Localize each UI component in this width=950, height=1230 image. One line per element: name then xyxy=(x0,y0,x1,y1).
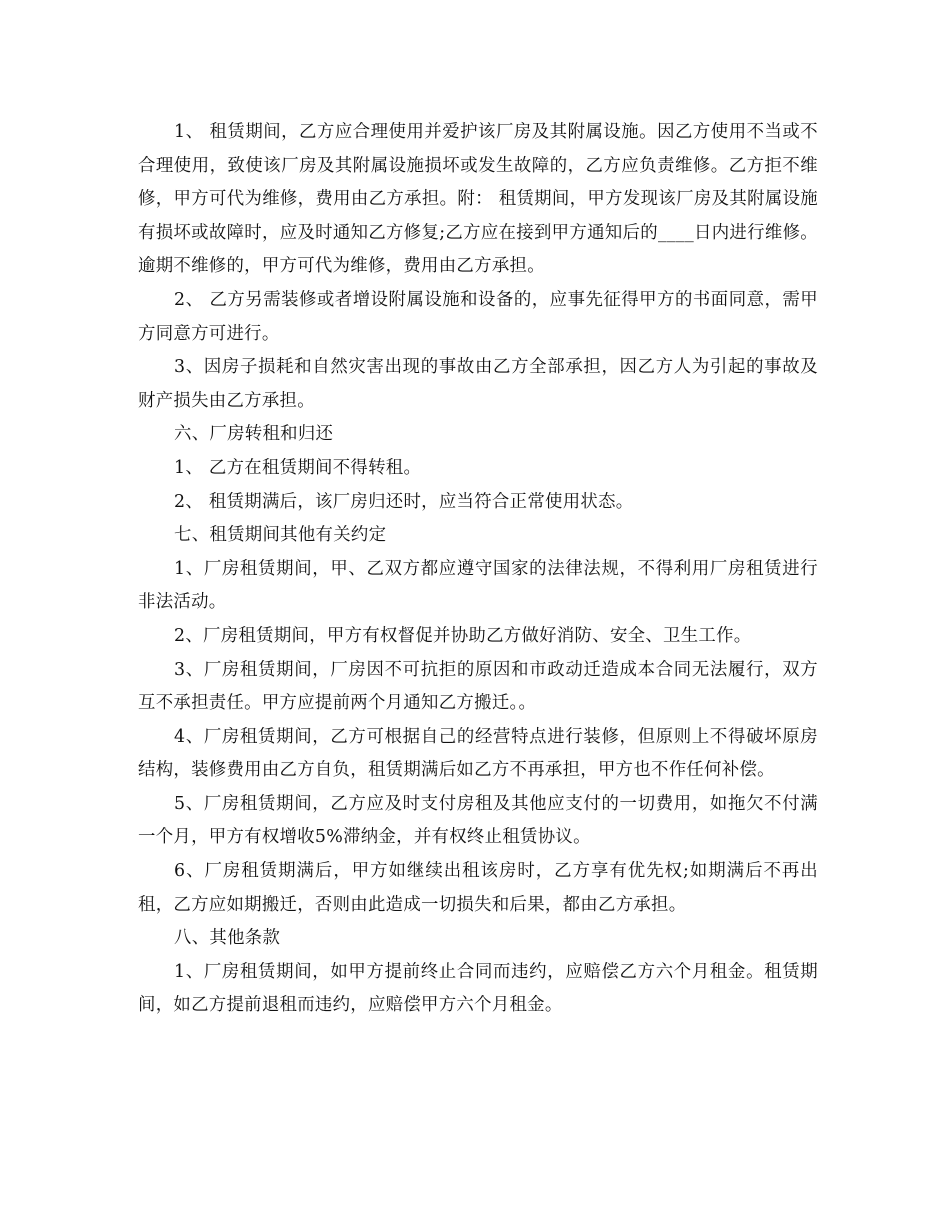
clause-priority-renewal: 6、厂房租赁期满后，甲方如继续出租该房时，乙方享有优先权;如期满后不再出租，乙方应如期搬迁，否则由此造成一切损失和后果，都由乙方承担。 xyxy=(138,861,818,915)
clause-renovation-consent: 2、 乙方另需装修或者增设附属设施和设备的，应事先征得甲方的书面同意，需甲方同意方可进行。 xyxy=(138,289,818,344)
clause-safety-supervision: 2、厂房租赁期间，甲方有权督促并协助乙方做好消防、安全、卫生工作。 xyxy=(174,625,752,646)
clause-early-termination: 1、厂房租赁期间，如甲方提前终止合同而违约，应赔偿乙方六个月租金。租赁期间，如乙方提前退租而违约，应赔偿甲方六个月租金。 xyxy=(138,961,818,1016)
section-heading-other-terms: 八、其他条款 xyxy=(174,928,281,949)
clause-no-sublease: 1、 乙方在租赁期间不得转租。 xyxy=(174,457,422,478)
section-heading-sublease-return: 六、厂房转租和归还 xyxy=(174,424,334,445)
clause-accident-liability: 3、因房子损耗和自然灾害出现的事故由乙方全部承担，因乙方人为引起的事故及财产损失由乙方承担。 xyxy=(138,357,818,411)
clause-decoration: 4、厂房租赁期间，乙方可根据自己的经营特点进行装修，但原则上不得破坏原房结构，装修费用由乙方自负，租赁期满后如乙方不再承担，甲方也不作任何补偿。 xyxy=(138,726,818,781)
clause-repair-responsibility: 1、 租赁期间，乙方应合理使用并爱护该厂房及其附属设施。因乙方使用不当或不合理使用，致使该厂房及其附属设施损坏或发生故障的，乙方应负责维修。乙方拒不维修，甲方可代为维修，费用由乙方承担。附： 租赁期间，甲方发现该厂房及其附属设施有损坏或故障时，应及时通知乙方修复;乙方应在接到甲方通知后的____日内进行维修。逾期不维修的，甲方可代为维修，费用由乙方承担。 xyxy=(138,122,818,277)
clause-payment-late-fee: 5、厂房租赁期间，乙方应及时支付房租及其他应支付的一切费用，如拖欠不付满一个月，甲方有权增收5%滞纳金，并有权终止租赁协议。 xyxy=(138,793,818,848)
clause-legal-compliance: 1、厂房租赁期间，甲、乙双方都应遵守国家的法律法规，不得利用厂房租赁进行非法活动。 xyxy=(138,558,818,613)
clause-return-condition: 2、 租赁期满后，该厂房归还时，应当符合正常使用状态。 xyxy=(174,491,634,512)
section-heading-other-agreements: 七、租赁期间其他有关约定 xyxy=(174,525,387,546)
clause-force-majeure: 3、厂房租赁期间，厂房因不可抗拒的原因和市政动迁造成本合同无法履行，双方互不承担责任。甲方应提前两个月通知乙方搬迁。。 xyxy=(138,659,818,714)
